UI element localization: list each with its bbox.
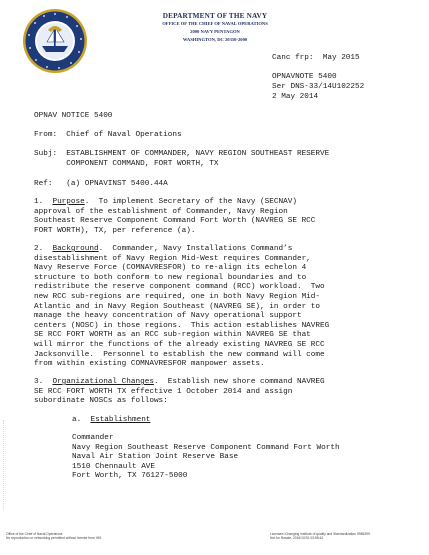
purpose-paragraph	[34, 198, 315, 236]
footer-copyright: No reproduction or networking permitted without license from IHS	[6, 536, 102, 541]
establishment-heading: Establishment	[90, 416, 151, 424]
navy-seal-logo	[22, 8, 88, 74]
paragraph-line: redistribute the reserve component command (RCC) workload. Two	[34, 283, 325, 292]
paragraph-line: Atlantic and in Navy Region Southeast (NAVREG SE), in order to	[34, 302, 321, 311]
paragraph-line: Navy Reserve Force (COMNAVRESFOR) to re-align its echelon 4	[34, 264, 307, 273]
organizational-changes-paragraph	[34, 378, 325, 407]
paragraph-line: FORT WORTH), TX, per reference (a).	[34, 226, 196, 235]
footer-right	[270, 532, 370, 541]
address-line: Naval Air Station Joint Reserve Base	[72, 453, 239, 462]
paragraph-line: approval of the establishment of Commander, Navy Region	[34, 207, 288, 216]
paragraph-line: new RCC sub-regions are required, one in both Navy Region Mid-	[34, 292, 321, 301]
paragraph-text: . Establish new shore command NAVREG	[153, 378, 325, 386]
background-heading: Background	[52, 245, 99, 253]
footer-licensee: Licensee=Changing Institute of quality and Standardization 5986399	[270, 532, 370, 536]
reference-line: Ref: (a) OPNAVINST 5400.44A	[34, 180, 168, 188]
address-line: 1510 Chennault AVE	[72, 462, 156, 471]
side-watermark-strip	[3, 420, 7, 510]
purpose-heading: Purpose	[52, 198, 85, 206]
office-name: OFFICE OF THE CHIEF OF NAVAL OPERATIONS	[162, 21, 268, 26]
address-block	[72, 434, 340, 482]
from-line: From: Chief of Naval Operations	[34, 131, 182, 139]
address-line: Navy Region Southeast Reserve Component Command Fort Worth	[72, 443, 340, 452]
paragraph-number: 3.	[34, 378, 53, 386]
letterhead	[130, 12, 300, 44]
paragraph-line: from within existing COMNAVRESFOR manpower assets.	[34, 360, 265, 369]
paragraph-line: subordinate NOSCs as follows:	[34, 397, 168, 406]
address-line-1: 2000 NAVY PENTAGON	[190, 29, 240, 34]
notice-title: OPNAV NOTICE 5400	[34, 112, 113, 120]
paragraph-line: manage the heavy concentration of Navy operational support	[34, 312, 302, 321]
issue-date: 2 May 2014	[272, 93, 319, 101]
paragraph-text: . To implement Secretary of the Navy (SECNAV)	[84, 198, 297, 206]
paragraph-line: centers (NOSC) in those regions. This action establishes NAVREG	[34, 321, 330, 330]
paragraph-text: . Commander, Navy Installations Command’s	[98, 245, 293, 253]
paragraph-line: SE RCC FORT WORTH as an RCC sub-region within NAVREG SE that	[34, 331, 311, 340]
subject-line: Subj: ESTABLISHMENT OF COMMANDER, NAVY REGION SOUTHEAST RESERVE	[34, 150, 330, 158]
subparagraph-a	[72, 416, 150, 426]
paragraph-line: structure to both conform to new regional boundaries and to	[34, 273, 307, 282]
footer-resale-note: Not for Resale, 2016/10/31 03:58:42	[270, 536, 324, 541]
organizational-changes-heading: Organizational Changes	[52, 378, 154, 386]
footer-left	[6, 532, 101, 541]
notice-number: OPNAVNOTE 5400	[272, 73, 337, 81]
paragraph-line: Jacksonville. Personnel to establish the new command will come	[34, 350, 325, 359]
department-name: DEPARTMENT OF THE NAVY	[162, 12, 268, 20]
paragraph-number: 2.	[34, 245, 53, 253]
paragraph-line: Southeast Reserve Component Command Fort Worth (NAVREG SE RCC	[34, 217, 316, 226]
cancellation-date: Canc frp: May 2015	[272, 54, 360, 62]
background-paragraph	[34, 245, 329, 370]
address-line: Commander	[72, 434, 114, 442]
address-line: Fort Worth, TX 76127-5000	[72, 472, 188, 481]
paragraph-line: SE RCC FORT WORTH TX effective 1 October 2014 and assign	[34, 387, 293, 396]
address-line-2: WASHINGTON, DC 20350-2000	[182, 37, 248, 42]
paragraph-number: 1.	[34, 198, 53, 206]
subject-line-continued: COMPONENT COMMAND, FORT WORTH, TX	[34, 160, 219, 168]
paragraph-line: will mirror the functions of the already existing NAVREG SE RCC	[34, 340, 325, 349]
serial-number: Ser DNS-33/14U102252	[272, 83, 365, 91]
footer-publisher: Office of the Chief of Naval Operations	[6, 532, 63, 536]
paragraph-line: disestablishment of Navy Region Mid-West requires Commander,	[34, 254, 311, 263]
subparagraph-letter: a.	[72, 416, 91, 424]
